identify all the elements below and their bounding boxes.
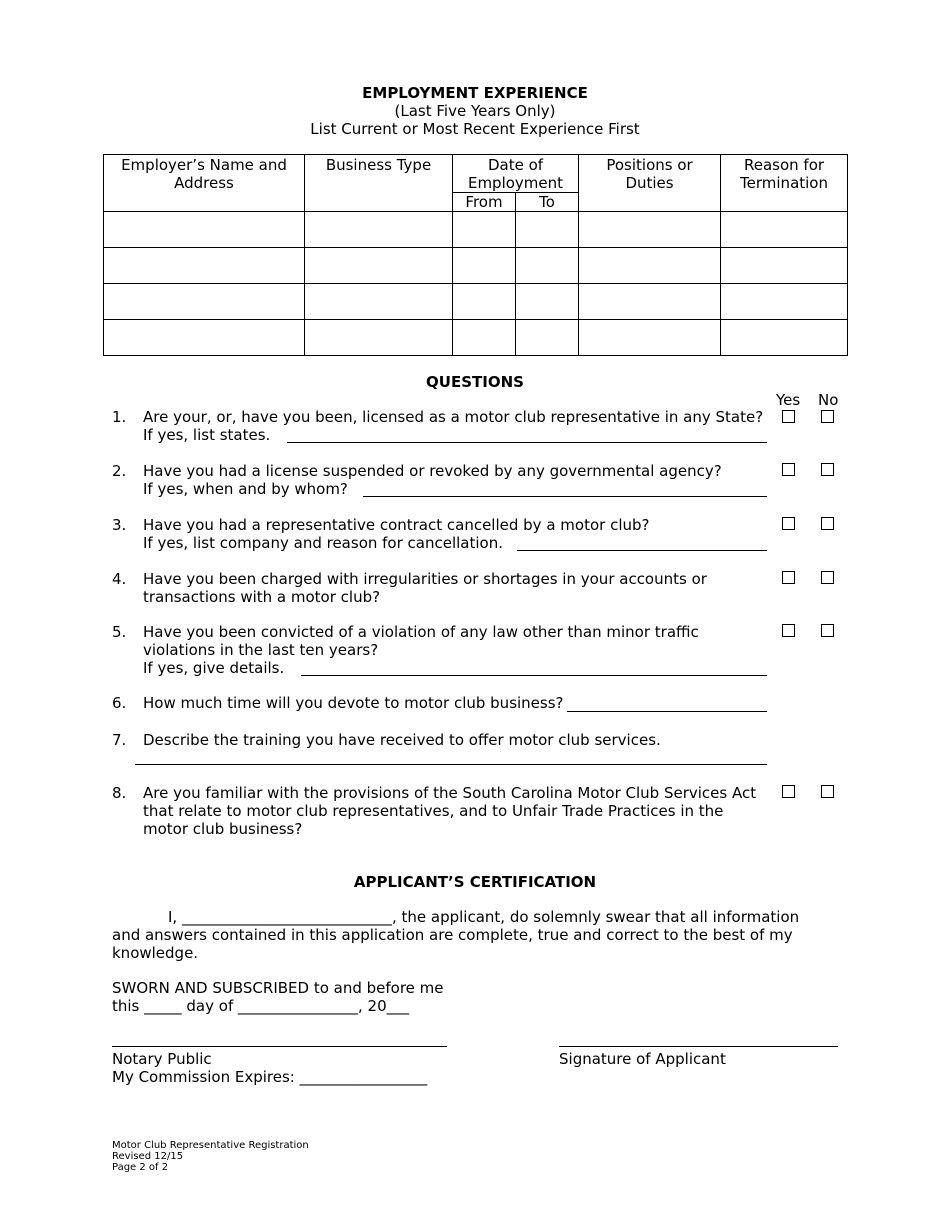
- yes-checkbox[interactable]: [782, 517, 795, 530]
- yes-column-label: Yes: [776, 391, 801, 409]
- section-subtitle: (Last Five Years Only): [394, 102, 556, 120]
- cell-input[interactable]: [721, 284, 848, 320]
- no-checkbox[interactable]: [821, 624, 834, 637]
- cell-input[interactable]: [579, 284, 721, 320]
- answer-line[interactable]: [135, 764, 767, 765]
- question-followup: If yes, list states.: [143, 426, 271, 444]
- questions-heading: QUESTIONS: [426, 373, 524, 391]
- cell-input[interactable]: [104, 284, 305, 320]
- cell-input[interactable]: [453, 284, 516, 320]
- sworn-date-line: this _____ day of ________________, 20___: [112, 997, 410, 1015]
- question-text: Are you familiar with the provisions of the South Carolina Motor Club Services Act: [143, 784, 757, 802]
- no-checkbox[interactable]: [821, 517, 834, 530]
- no-column-label: No: [818, 391, 839, 409]
- question-text: Have you had a license suspended or revoked by any governmental agency?: [143, 462, 722, 480]
- question-number: 2.: [112, 462, 127, 480]
- question-number: 7.: [112, 731, 127, 749]
- question-number: 8.: [112, 784, 127, 802]
- yes-checkbox[interactable]: [782, 410, 795, 423]
- question-followup: If yes, when and by whom?: [143, 480, 348, 498]
- question-text: Are your, or, have you been, licensed as a motor club representative in any State?: [143, 408, 764, 426]
- question-text: How much time will you devote to motor club business?: [143, 694, 564, 712]
- yes-checkbox[interactable]: [782, 785, 795, 798]
- yes-checkbox[interactable]: [782, 624, 795, 637]
- cell-input[interactable]: [721, 320, 848, 356]
- question-number: 3.: [112, 516, 127, 534]
- question-text: violations in the last ten years?: [143, 641, 379, 659]
- cell-input[interactable]: [516, 248, 579, 284]
- yes-checkbox[interactable]: [782, 463, 795, 476]
- col-header-to: To: [516, 193, 579, 212]
- commission-expires: My Commission Expires: _________________: [112, 1068, 428, 1086]
- cell-input[interactable]: [305, 212, 453, 248]
- table-row: [104, 248, 848, 284]
- no-checkbox[interactable]: [821, 571, 834, 584]
- cell-input[interactable]: [579, 320, 721, 356]
- question-number: 4.: [112, 570, 127, 588]
- table-row: [104, 212, 848, 248]
- col-header-reason: Reason for Termination: [721, 155, 848, 212]
- cell-input[interactable]: [579, 212, 721, 248]
- question-number: 5.: [112, 623, 127, 641]
- cell-input[interactable]: [305, 248, 453, 284]
- cell-input[interactable]: [453, 212, 516, 248]
- answer-line[interactable]: [301, 675, 767, 676]
- question-number: 1.: [112, 408, 127, 426]
- cell-input[interactable]: [305, 320, 453, 356]
- certification-text: knowledge.: [112, 944, 199, 962]
- cell-input[interactable]: [453, 320, 516, 356]
- cell-input[interactable]: [104, 320, 305, 356]
- footer-page-number: Page 2 of 2: [112, 1162, 169, 1173]
- footer-revision: Revised 12/15: [112, 1151, 184, 1162]
- sworn-statement: SWORN AND SUBSCRIBED to and before me: [112, 979, 444, 997]
- question-followup: If yes, list company and reason for cancellation.: [143, 534, 503, 552]
- col-header-positions: Positions or Duties: [579, 155, 721, 212]
- cell-input[interactable]: [579, 248, 721, 284]
- answer-line[interactable]: [287, 442, 767, 443]
- question-text: transactions with a motor club?: [143, 588, 381, 606]
- cell-input[interactable]: [104, 212, 305, 248]
- section-title: EMPLOYMENT EXPERIENCE: [362, 84, 588, 102]
- no-checkbox[interactable]: [821, 463, 834, 476]
- cell-input[interactable]: [305, 284, 453, 320]
- cell-input[interactable]: [453, 248, 516, 284]
- signature-label: Signature of Applicant: [559, 1050, 726, 1068]
- no-checkbox[interactable]: [821, 785, 834, 798]
- cell-input[interactable]: [516, 212, 579, 248]
- col-header-employer: Employer’s Name and Address: [104, 155, 305, 212]
- no-checkbox[interactable]: [821, 410, 834, 423]
- certification-text: I, ____________________________, the applicant, do solemnly swear that all information: [168, 908, 800, 926]
- question-text: Describe the training you have received to offer motor club services.: [143, 731, 661, 749]
- cell-input[interactable]: [516, 284, 579, 320]
- question-text: that relate to motor club representatives, and to Unfair Trade Practices in the: [143, 802, 724, 820]
- answer-line[interactable]: [517, 550, 767, 551]
- answer-line[interactable]: [363, 496, 767, 497]
- cell-input[interactable]: [721, 248, 848, 284]
- question-text: Have you been convicted of a violation of any law other than minor traffic: [143, 623, 699, 641]
- question-text: motor club business?: [143, 820, 303, 838]
- certification-heading: APPLICANT’S CERTIFICATION: [353, 873, 597, 891]
- question-number: 6.: [112, 694, 127, 712]
- notary-label: Notary Public: [112, 1050, 212, 1068]
- employment-table: [103, 154, 848, 356]
- cell-input[interactable]: [516, 320, 579, 356]
- question-followup: If yes, give details.: [143, 659, 285, 677]
- section-instruction: List Current or Most Recent Experience First: [310, 120, 640, 138]
- cell-input[interactable]: [104, 248, 305, 284]
- cell-input[interactable]: [721, 212, 848, 248]
- applicant-signature-line[interactable]: [559, 1046, 838, 1047]
- question-text: Have you been charged with irregularities or shortages in your accounts or: [143, 570, 707, 588]
- col-header-from: From: [453, 193, 516, 212]
- table-row: [104, 284, 848, 320]
- yes-checkbox[interactable]: [782, 571, 795, 584]
- col-header-date: Date of Employment: [453, 155, 579, 193]
- answer-line[interactable]: [567, 711, 767, 712]
- notary-signature-line[interactable]: [112, 1046, 447, 1047]
- footer-form-name: Motor Club Representative Registration: [112, 1140, 309, 1151]
- table-row: [104, 320, 848, 356]
- question-text: Have you had a representative contract cancelled by a motor club?: [143, 516, 650, 534]
- col-header-business: Business Type: [305, 155, 453, 212]
- certification-text: and answers contained in this application are complete, true and correct to the best of my: [112, 926, 793, 944]
